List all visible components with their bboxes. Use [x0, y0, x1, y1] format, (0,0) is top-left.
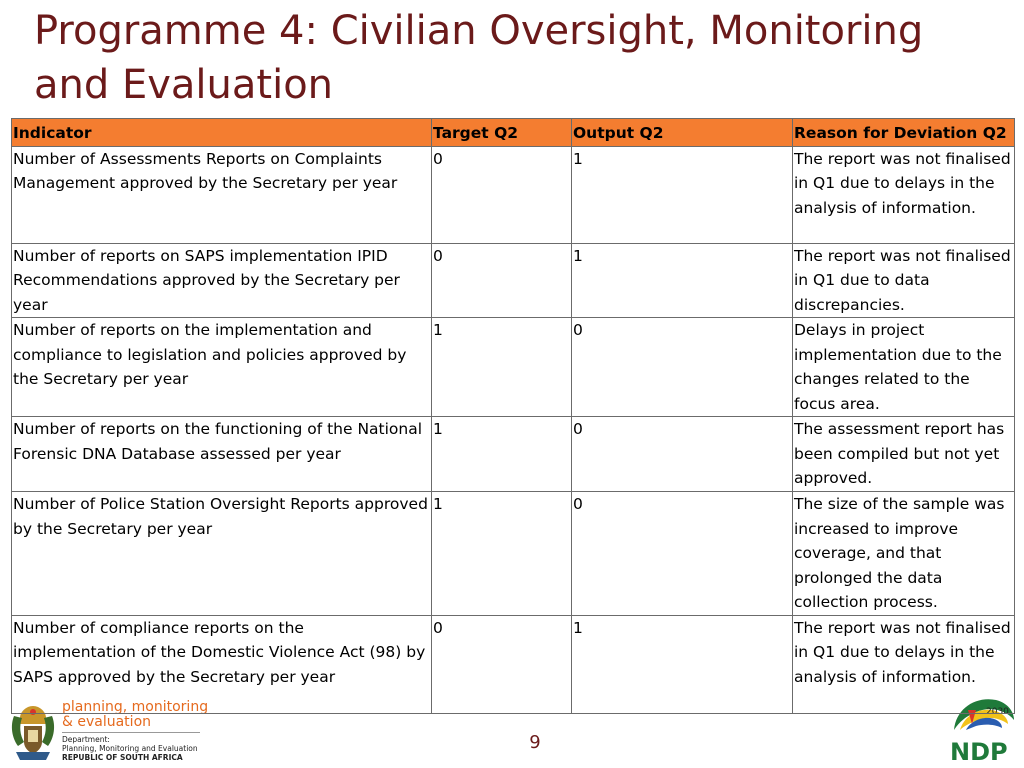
ndp-year: 2030 — [986, 707, 1009, 717]
reason-cell: The report was not finalised in Q1 due to delays in the analysis of information. — [793, 146, 1015, 243]
reason-cell: The report was not finalised in Q1 due to data discrepancies. — [793, 243, 1015, 318]
logo-divider — [62, 732, 200, 733]
target-cell: 1 — [432, 318, 572, 417]
pme-logo-line1: planning, monitoring — [62, 699, 209, 715]
header-target-q2: Target Q2 — [432, 119, 572, 147]
indicator-cell: Number of reports on the functioning of the National Forensic DNA Database assessed per year — [12, 417, 432, 492]
slide-title: Programme 4: Civilian Oversight, Monitoring and Evaluation — [34, 8, 924, 108]
output-cell: 0 — [572, 318, 793, 417]
department-label: Department: — [62, 735, 110, 744]
indicator-cell: Number of reports on SAPS implementation IPID Recommendations approved by the Secretary per year — [12, 243, 432, 318]
indicator-cell: Number of Assessments Reports on Complaints Management approved by the Secretary per year — [12, 146, 432, 243]
table-row — [12, 318, 1015, 417]
output-cell: 1 — [572, 615, 793, 713]
country-name: REPUBLIC OF SOUTH AFRICA — [62, 753, 183, 762]
deviation-table — [11, 118, 1015, 714]
page-number: 9 — [529, 732, 541, 753]
reason-cell: The size of the sample was increased to improve coverage, and that prolonged the data collection process. — [793, 492, 1015, 616]
output-cell: 1 — [572, 146, 793, 243]
table-row — [12, 243, 1015, 318]
reason-cell: The report was not finalised in Q1 due to delays in the analysis of information. — [793, 615, 1015, 713]
indicator-cell: Number of compliance reports on the implementation of the Domestic Violence Act (98) by SAPS approved by the Secretary per year — [12, 615, 432, 713]
indicator-cell: Number of Police Station Oversight Reports approved by the Secretary per year — [12, 492, 432, 616]
indicator-cell: Number of reports on the implementation and compliance to legislation and policies approved by the Secretary per year — [12, 318, 432, 417]
target-cell: 0 — [432, 243, 572, 318]
output-cell: 1 — [572, 243, 793, 318]
table-row — [12, 615, 1015, 713]
output-cell: 0 — [572, 492, 793, 616]
header-reason-for-deviation-q2: Reason for Deviation Q2 — [793, 119, 1015, 147]
target-cell: 0 — [432, 615, 572, 713]
reason-cell: The assessment report has been compiled but not yet approved. — [793, 417, 1015, 492]
header-indicator: Indicator — [12, 119, 432, 147]
table-row — [12, 146, 1015, 243]
table-header-row — [12, 119, 1015, 147]
output-cell: 0 — [572, 417, 793, 492]
reason-cell: Delays in project implementation due to the changes related to the focus area. — [793, 318, 1015, 417]
ndp-text: NDP — [950, 738, 1008, 764]
department-name: Planning, Monitoring and Evaluation — [62, 744, 198, 753]
pme-logo-line2: & evaluation — [62, 714, 152, 730]
target-cell: 1 — [432, 492, 572, 616]
table-row — [12, 417, 1015, 492]
header-output-q2: Output Q2 — [572, 119, 793, 147]
table-row — [12, 492, 1015, 616]
target-cell: 0 — [432, 146, 572, 243]
target-cell: 1 — [432, 417, 572, 492]
